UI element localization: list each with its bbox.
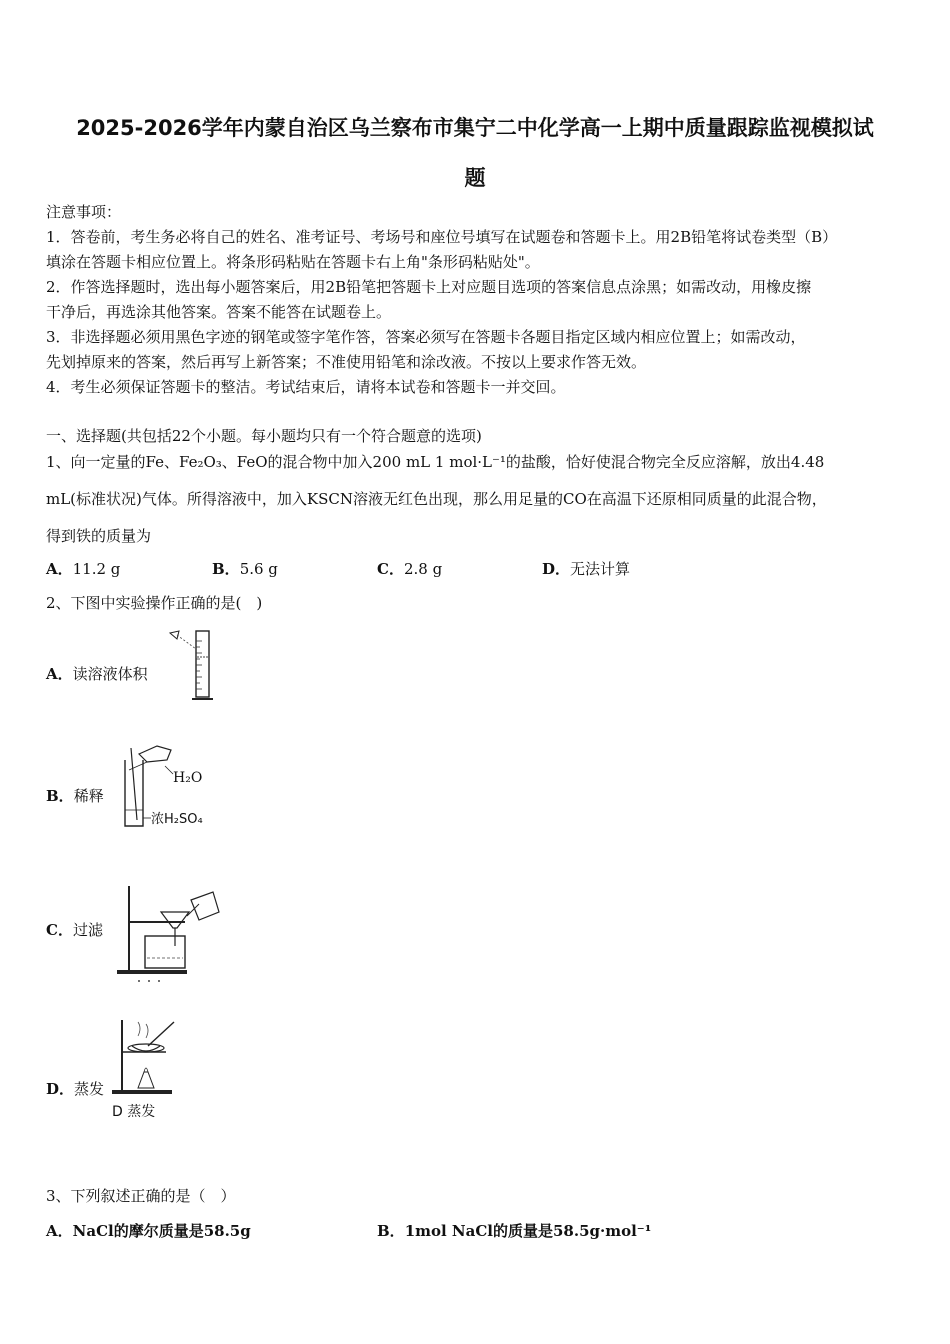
q1-option-b: B．5.6 g [212,560,278,578]
q1-stem-line3: 得到铁的质量为 [46,527,152,545]
evaporation-figure [108,1016,188,1124]
q1-option-d: D．无法计算 [542,560,631,578]
acid-label: 浓H₂SO₄ [151,812,203,827]
dilution-figure [117,740,212,832]
q3-option-b: B．1mol NaCl的质量是58.5g·mol⁻¹ [377,1222,652,1240]
q2-stem: 2、下图中实验操作正确的是( ) [46,594,263,612]
q1-stem-line2: mL(标准状况)气体。所得溶液中，加入KSCN溶液无红色出现，那么用足量的CO在高温下还原相同质量的此混合物， [46,490,827,508]
q3-option-a: A．NaCl的摩尔质量是58.5g [46,1222,251,1240]
q2-option-c: C．过滤 [46,921,103,939]
q2-option-a: A．读溶液体积 [46,665,148,683]
notice-item1-a: 1．答卷前，考生务必将自己的姓名、准考证号、考场号和座位号填写在试题卷和答题卡上。用2B铅笔将试卷类型（B） [46,228,838,246]
q3-stem: 3、下列叙述正确的是（ ） [46,1187,236,1205]
notice-item2-a: 2．作答选择题时，选出每小题答案后，用2B铅笔把答题卡上对应题目选项的答案信息点涂黑；如需改动，用橡皮擦 [46,278,812,296]
notice-heading: 注意事项： [46,203,122,221]
q2-option-b: B．稀释 [46,787,104,805]
document-title-line2: 题 [464,166,486,190]
filtration-figure [115,882,225,986]
notice-item1-b: 填涂在答题卡相应位置上。将条形码粘贴在答题卡右上角"条形码粘贴处"。 [46,253,540,271]
evaporation-caption: D 蒸发 [112,1104,156,1120]
notice-item3-b: 先划掉原来的答案，然后再写上新答案；不准使用铅笔和涂改液。不按以上要求作答无效。 [46,353,647,371]
notice-item4: 4．考生必须保证答题卡的整洁。考试结束后，请将本试卷和答题卡一并交回。 [46,378,566,396]
q1-option-a: A．11.2 g [46,560,121,578]
h2o-label: H₂O [173,770,203,786]
q1-option-c: C．2.8 g [377,560,443,578]
notice-item3-a: 3．非选择题必须用黑色字迹的钢笔或签字笔作答，答案必须写在答题卡各题目指定区域内相应位置上；如需改动， [46,328,806,346]
notice-item2-b: 干净后，再选涂其他答案。答案不能答在试题卷上。 [46,303,392,321]
document-title-line1: 2025-2026学年内蒙自治区乌兰察布市集宁二中化学高一上期中质量跟踪监视模拟试 [76,116,874,140]
q1-stem-line1: 1、向一定量的Fe、Fe₂O₃、FeO的混合物中加入200 mL 1 mol·L⁻¹的盐酸，恰好使混合物完全反应溶解，放出4.48 [46,453,825,471]
section-heading: 一、选择题(共包括22个小题。每小题均只有一个符合题意的选项) [46,427,482,445]
graduated-cylinder-figure [165,627,225,707]
q2-option-d: D．蒸发 [46,1080,105,1098]
